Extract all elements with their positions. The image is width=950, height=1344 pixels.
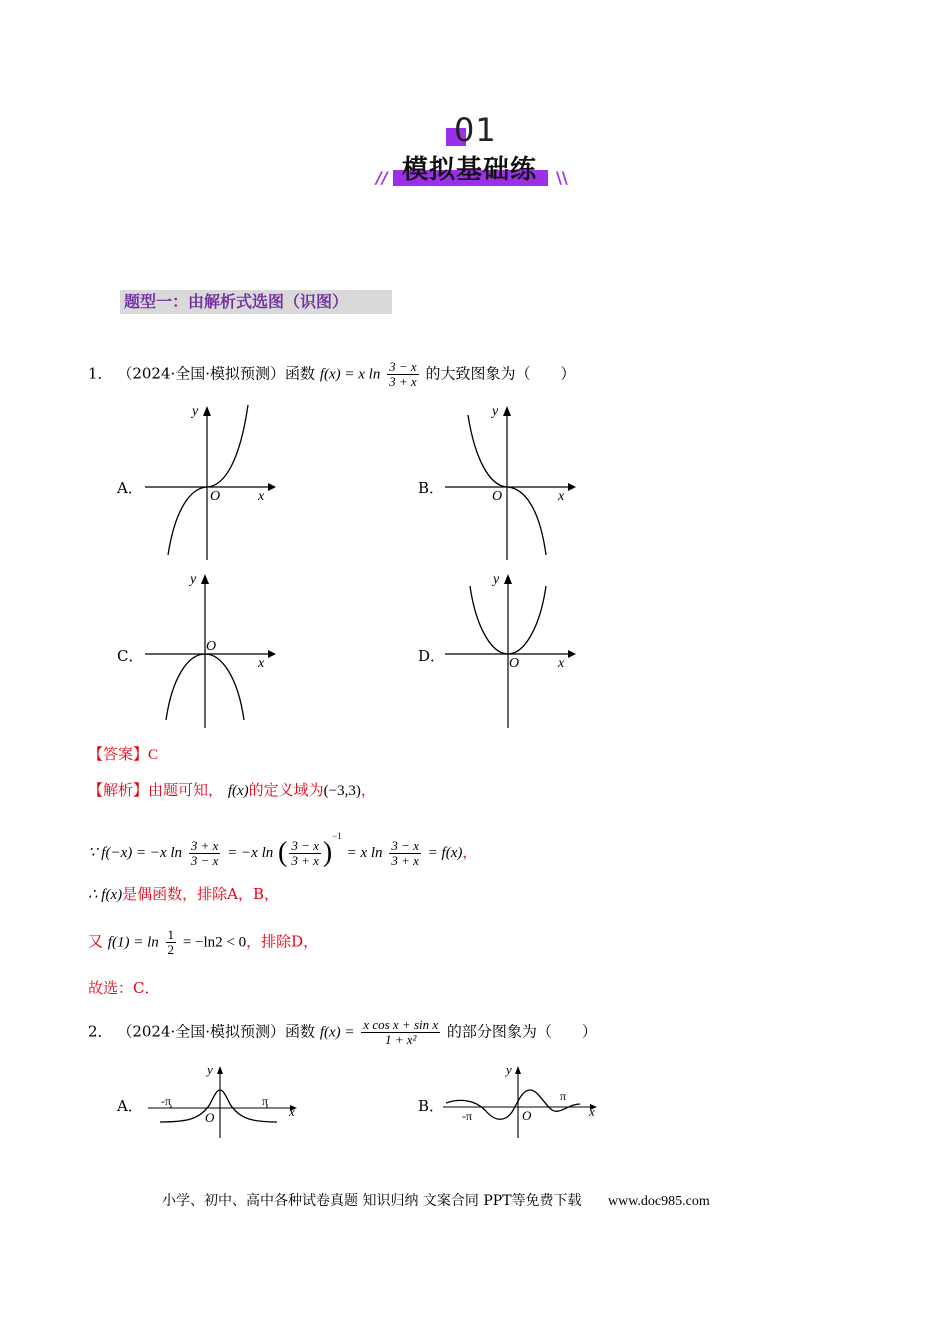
y-label: y <box>190 572 197 587</box>
neg-pi-label: -π <box>161 1094 172 1108</box>
analysis-l1-domain: (−3,3) <box>323 783 361 799</box>
header-left-deco: // <box>376 168 388 187</box>
analysis-l2-frac1 <box>189 839 221 868</box>
y-arrow-icon <box>515 1066 521 1074</box>
neg-pi-label: -π <box>462 1109 473 1123</box>
curve <box>168 405 248 555</box>
frac-num: 3 − x <box>291 837 319 853</box>
q1-frac-num: 3 − x <box>389 359 417 374</box>
frac-num: 3 − x <box>391 837 419 853</box>
footer-text: 小学、初中、高中各种试卷真题 知识归纳 文案合同 PPT等免费下载 <box>162 1193 582 1209</box>
origin-label: O <box>206 639 217 654</box>
frac-num: 3 + x <box>190 837 219 853</box>
analysis-line-2 <box>88 826 477 868</box>
answer-line <box>88 744 158 765</box>
q1-frac-den: 3 + x <box>389 374 417 389</box>
q2-suffix: 的部分图象为（ ） <box>446 1022 597 1041</box>
y-label: y <box>493 572 500 587</box>
right-paren: ) <box>322 837 333 868</box>
frac-den: 3 + x <box>391 852 419 868</box>
q1-option-d-label: D． <box>418 647 446 665</box>
analysis-l4-frac <box>166 928 177 957</box>
y-arrow-icon <box>504 574 512 584</box>
answer-label: 【答案】 <box>88 745 149 763</box>
q2-graph-a <box>145 1060 305 1142</box>
q2-option-b-label: B． <box>418 1097 445 1115</box>
analysis-l4-c: = −ln2 < 0 <box>182 934 247 951</box>
q2-fraction <box>361 1018 440 1047</box>
q2-option-a-label: A． <box>117 1097 143 1115</box>
analysis-l2-exp: −1 <box>332 831 342 841</box>
y-arrow-icon <box>203 406 211 416</box>
q2-frac-den: 1 + x² <box>384 1032 417 1047</box>
analysis-l1-c: ， <box>360 781 376 799</box>
origin-label: O <box>522 1108 532 1123</box>
section-title <box>120 290 392 314</box>
analysis-l4-a: 又 <box>88 932 104 951</box>
frac-den: 3 − x <box>190 852 219 868</box>
analysis-l1-a: 由题可知， <box>148 781 224 799</box>
x-arrow-icon <box>268 483 276 491</box>
frac-den: 2 <box>167 942 175 957</box>
analysis-line-5: 故选：C． <box>88 979 160 997</box>
y-arrow-icon <box>503 406 511 416</box>
analysis-l3-a: ∴ f(x) <box>88 887 123 903</box>
x-label: x <box>258 656 265 671</box>
analysis-line-4 <box>88 928 318 957</box>
x-label: x <box>258 489 265 504</box>
origin-label: O <box>205 1110 215 1125</box>
q1-stem <box>88 360 575 389</box>
y-arrow-icon <box>217 1066 223 1074</box>
q1-fraction <box>387 360 419 389</box>
x-label: x <box>558 656 565 671</box>
q1-option-b-label: B． <box>418 479 445 497</box>
y-label: y <box>207 1062 213 1077</box>
x-label: x <box>558 489 565 504</box>
answer-value: C <box>148 747 159 763</box>
analysis-line-1 <box>88 780 376 801</box>
analysis-l2-d: = f(x) <box>427 845 463 861</box>
x-label: x <box>289 1104 295 1119</box>
y-label: y <box>192 404 199 419</box>
pi-label: π <box>262 1094 269 1108</box>
frac-den: 3 + x <box>291 852 319 868</box>
q1-graph-c <box>140 568 280 733</box>
q2-frac-num: x cos x + sin x <box>363 1017 439 1032</box>
header-title: 模拟基础练 <box>402 155 538 185</box>
analysis-l1-fx: f(x) <box>227 783 249 799</box>
q1-graph-b <box>440 400 580 565</box>
origin-label: O <box>492 489 503 504</box>
q2-graph-b <box>440 1060 600 1142</box>
section-title-text: 题型一：由解析式选图（识图） <box>124 292 349 311</box>
y-label: y <box>492 404 499 419</box>
q1-formula-lhs: f(x) = x ln <box>319 366 381 383</box>
x-label: x <box>589 1104 595 1119</box>
x-arrow-icon <box>568 483 576 491</box>
curve <box>160 1090 277 1122</box>
q1-source: （2024·全国·模拟预测）函数 <box>117 364 316 383</box>
left-paren: ( <box>278 837 288 868</box>
analysis-l1-b: 的定义域为 <box>248 781 324 799</box>
x-arrow-icon <box>268 650 276 658</box>
analysis-label: 【解析】 <box>88 781 149 799</box>
analysis-l4-d: ，排除D， <box>246 932 319 951</box>
x-arrow-icon <box>568 650 576 658</box>
q1-option-c-label: C． <box>117 647 144 665</box>
pi-label: π <box>560 1089 567 1103</box>
origin-label: O <box>509 656 520 671</box>
q2-stem <box>88 1018 597 1047</box>
origin-label: O <box>210 489 221 504</box>
analysis-l2-c: = x ln <box>346 845 383 861</box>
header-number: 01 <box>454 111 497 149</box>
analysis-l4-b: f(1) = ln <box>107 934 159 951</box>
footer-url[interactable]: www.doc985.com <box>607 1194 710 1209</box>
analysis-line-3 <box>88 884 279 905</box>
analysis-l3-b: 是偶函数，排除A，B， <box>122 885 279 903</box>
analysis-l2-e: ， <box>462 843 478 861</box>
analysis-l2-frac2 <box>289 839 321 868</box>
y-label: y <box>506 1062 512 1077</box>
header-right-deco: \\ <box>556 168 568 187</box>
analysis-l2-frac3 <box>389 839 421 868</box>
q1-suffix: 的大致图象为（ ） <box>425 364 576 383</box>
q2-formula-lhs: f(x) = <box>319 1024 355 1041</box>
q1-option-a-label: A． <box>117 479 143 497</box>
q2-source: （2024·全国·模拟预测）函数 <box>117 1022 316 1041</box>
q1-number: 1． <box>88 364 113 383</box>
analysis-l2-b: = −x ln <box>227 845 274 861</box>
q1-graph-d <box>440 568 580 733</box>
frac-num: 1 <box>167 927 175 942</box>
analysis-l2-a: ∵ f(−x) = −x ln <box>88 845 183 861</box>
y-arrow-icon <box>201 574 209 584</box>
q1-graph-a <box>140 400 280 565</box>
footer <box>162 1192 710 1211</box>
q2-number: 2． <box>88 1022 113 1041</box>
